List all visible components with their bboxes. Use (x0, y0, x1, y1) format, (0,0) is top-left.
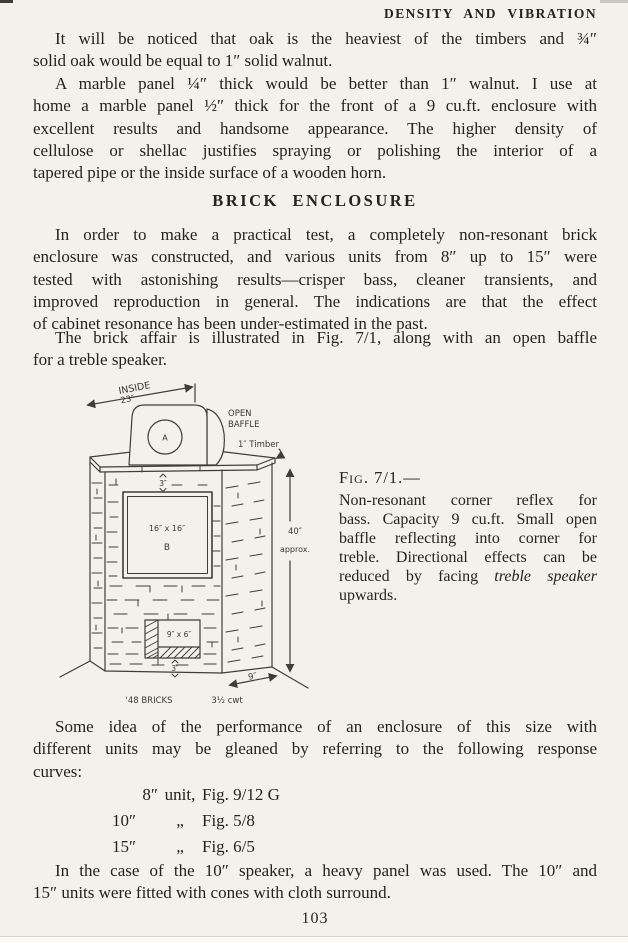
label-opening-port: 9″ x 6″ (166, 630, 192, 639)
main-opening-outer (123, 492, 212, 578)
text-line: improved reproduction in general. The indications are that the effect (33, 291, 597, 311)
label-weight: 3½ cwt (211, 696, 243, 706)
label-inside-dim: 23″ (119, 393, 136, 407)
text-line: for a treble speaker. (33, 350, 168, 370)
label-speaker-a: A (162, 433, 168, 443)
unit-size: 8″ (142, 785, 158, 804)
text-line: home a marble panel ½″ thick for the front of a 9 cu.ft. enclosure with (33, 96, 597, 116)
text-line: A marble panel ¼″ thick would be better than 1″ walnut. I use at (55, 74, 597, 93)
text-line: curves: (33, 761, 83, 781)
page-bottom-edge (0, 936, 628, 943)
label-gap-top: 3″ (159, 479, 167, 488)
caption-line: treble. Directional effects can be (339, 549, 597, 566)
label-panel-b: B (163, 543, 171, 553)
unit-word: unit, (164, 785, 196, 804)
label-depth: 9″ (247, 671, 258, 683)
label-opening-main: 16″ x 16″ (148, 524, 186, 533)
pier-base (90, 661, 272, 673)
text-line: different units may be gleaned by referring to the following response (33, 739, 597, 759)
text-line: tapered pipe or the inside surface of a wooden horn. (33, 163, 387, 183)
label-baffle: BAFFLE (228, 420, 260, 430)
caption-line: upwards. (339, 587, 398, 604)
figure-ref: Fig. 5/8 (202, 811, 255, 830)
caption-line (339, 567, 597, 586)
text-line: Some idea of the performance of an enclosure of this size with (55, 717, 597, 736)
label-timber: 1″ Timber (238, 440, 279, 450)
unit-size: 10″ (112, 811, 137, 830)
scan-artifact-top-left (0, 0, 13, 3)
figure-ref: Fig. 9/12 G (202, 785, 280, 804)
timber-pointer-arrow (277, 449, 281, 458)
caption-line: bass. Capacity 9 cu.ft. Small open (339, 511, 597, 528)
label-height: 40″ (288, 527, 302, 537)
text-line: It will be noticed that oak is the heaviest of the timbers and ¾″ (55, 29, 597, 48)
list-item (112, 808, 280, 834)
scan-artifact-top-right (600, 0, 628, 3)
text-line: solid oak would be equal to 1″ solid walnut. (33, 51, 333, 71)
paragraph-test (33, 224, 597, 335)
figure-caption-title: Fig. 7/1.— (339, 468, 421, 487)
figure-brick-enclosure-diagram (52, 371, 387, 711)
label-gap-bottom: 3″ (171, 664, 179, 673)
text-line: 15″ units were fitted with cones with cloth surround. (33, 883, 391, 903)
label-bricks: '48 BRICKS (125, 696, 173, 706)
text-line: The brick affair is illustrated in Fig. 7/1, along with an open baffle (55, 328, 597, 347)
unit-size: 15″ (112, 837, 137, 856)
ditto-mark: „ (176, 811, 184, 830)
paragraph-performance (33, 716, 597, 783)
text-line: of cabinet resonance has been under-estimated in the past. (33, 314, 428, 334)
page-number: 103 (301, 910, 329, 927)
running-head: DENSITY AND VIBRATION (384, 6, 597, 21)
text-line: In order to make a practical test, a completely non-resonant brick (55, 225, 597, 244)
paragraph-brick-affair (33, 327, 597, 372)
text-line: cellulose or shellac justifies spraying or polishing the interior of a (33, 140, 597, 160)
label-height-approx: approx. (279, 545, 311, 554)
caption-line: Non-resonant corner reflex for (339, 492, 597, 509)
open-baffle-side-wing (207, 409, 224, 465)
label-open: OPEN (228, 409, 252, 419)
section-heading: BRICK ENCLOSURE (212, 191, 418, 210)
text-line: excellent results and handsome appearance. The higher density of (33, 118, 597, 138)
response-curve-list (112, 782, 280, 860)
caption-text: reduced by facing (339, 568, 479, 585)
ditto-mark: „ (176, 837, 184, 856)
text-line: enclosure was constructed, and various units from 8″ up to 15″ were (33, 247, 597, 267)
paragraph-panel (33, 860, 597, 905)
caption-italic-text: treble speaker (494, 568, 597, 585)
caption-line: baffle reflecting into corner for (339, 530, 597, 547)
label-inside: INSIDE (117, 380, 152, 398)
paragraph-marble (33, 73, 597, 184)
text-line: tested with astonishing results—crisper bass, cleaner transients, and (33, 269, 597, 289)
list-item (112, 782, 280, 808)
text-line: In the case of the 10″ speaker, a heavy panel was used. The 10″ and (55, 861, 597, 880)
paragraph-oak (33, 28, 597, 73)
figure-ref: Fig. 6/5 (202, 837, 255, 856)
list-item (112, 834, 280, 860)
figure-caption (339, 468, 597, 605)
